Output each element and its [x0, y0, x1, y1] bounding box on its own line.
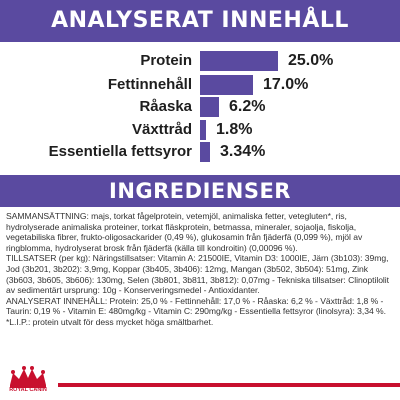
- analysis-value: 17.0%: [263, 76, 309, 93]
- ingredients-header: INGREDIENSER: [0, 175, 400, 207]
- analysis-row-protein: [0, 50, 400, 72]
- analysis-label: Fettinnehåll: [107, 76, 192, 93]
- crown-icon: [4, 365, 52, 389]
- analysis-row-fibre: [0, 119, 400, 141]
- analysis-value: 6.2%: [229, 98, 266, 115]
- analysis-bar: [200, 75, 253, 95]
- analysis-bar: [200, 142, 210, 162]
- composition-text: SAMMANSÄTTNING: majs, torkat fågelprotein, vetemjöl, animaliska fetter, vetegluten*, ris, hydrolyserade animaliska proteiner, torkat fläskprotein, betmassa, mineraler, sojaolja, fiskolja, vegetabiliska fibrer, frukto-oligosackarider (0,49 %), glukosamin från fjäderfä (0,099 %), mjöl av ringblomma, hydrolyserat brosk från fjäderfä (källa till kondroitin) (0,00096 %).: [6, 211, 363, 253]
- analysis-row-fat: [0, 74, 400, 96]
- additives-text: TILLSATSER (per kg): Näringstillsatser: Vitamin A: 21500IE, Vitamin D3: 1000IE, Järn (3b103): 39mg, Jod (3b201, 3b202): 3,9mg, Koppar (3b405, 3b406): 12mg, Mangan (3b502, 3b504): 51mg, Zink (3b603, 3b605, 3b606): 130mg, Selen (3b801, 3b811, 3b812): 0,07mg - Tekniska tillsatser: Clinoptilolit av sedimentärt ursprung: 10g - Konserveringsmedel - Antioxidanter.: [6, 253, 389, 296]
- analysis-label: Råaska: [139, 98, 192, 115]
- footnote-text: *L.I.P.: protein utvalt för dess mycket höga smältbarhet.: [6, 316, 214, 327]
- analysis-bar: [200, 97, 219, 117]
- analysis-row-fatty-acids: [0, 141, 400, 163]
- analysis-value: 3.34%: [220, 143, 266, 160]
- brand-name: ROYAL CANIN: [9, 387, 47, 393]
- analysis-row-ash: [0, 96, 400, 118]
- analysis-header: ANALYSERAT INNEHÅLL: [0, 0, 400, 42]
- analysis-value: 1.8%: [216, 121, 253, 138]
- brand-logo: [4, 365, 52, 397]
- brand-stripe: [58, 383, 400, 387]
- analysis-label: Essentiella fettsyror: [48, 143, 192, 160]
- analysis-label: Växttråd: [131, 121, 192, 138]
- analysis-bar: [200, 51, 278, 71]
- analysis-text: ANALYSERAT INNEHÅLL: Protein: 25,0 % - Fettinnehåll: 17,0 % - Råaska: 6,2 % - Växttråd: 1,8 % - Taurin: 0,19 % - Vitamin E: 480mg/kg - Vitamin C: 290mg/kg - Essentiella fettsyror (linolsyra): 3,34 %.: [6, 295, 386, 317]
- analysis-value: 25.0%: [288, 52, 334, 69]
- analysis-label: Protein: [140, 52, 192, 69]
- ingredients-text: [6, 211, 396, 328]
- analysis-bar: [200, 120, 206, 140]
